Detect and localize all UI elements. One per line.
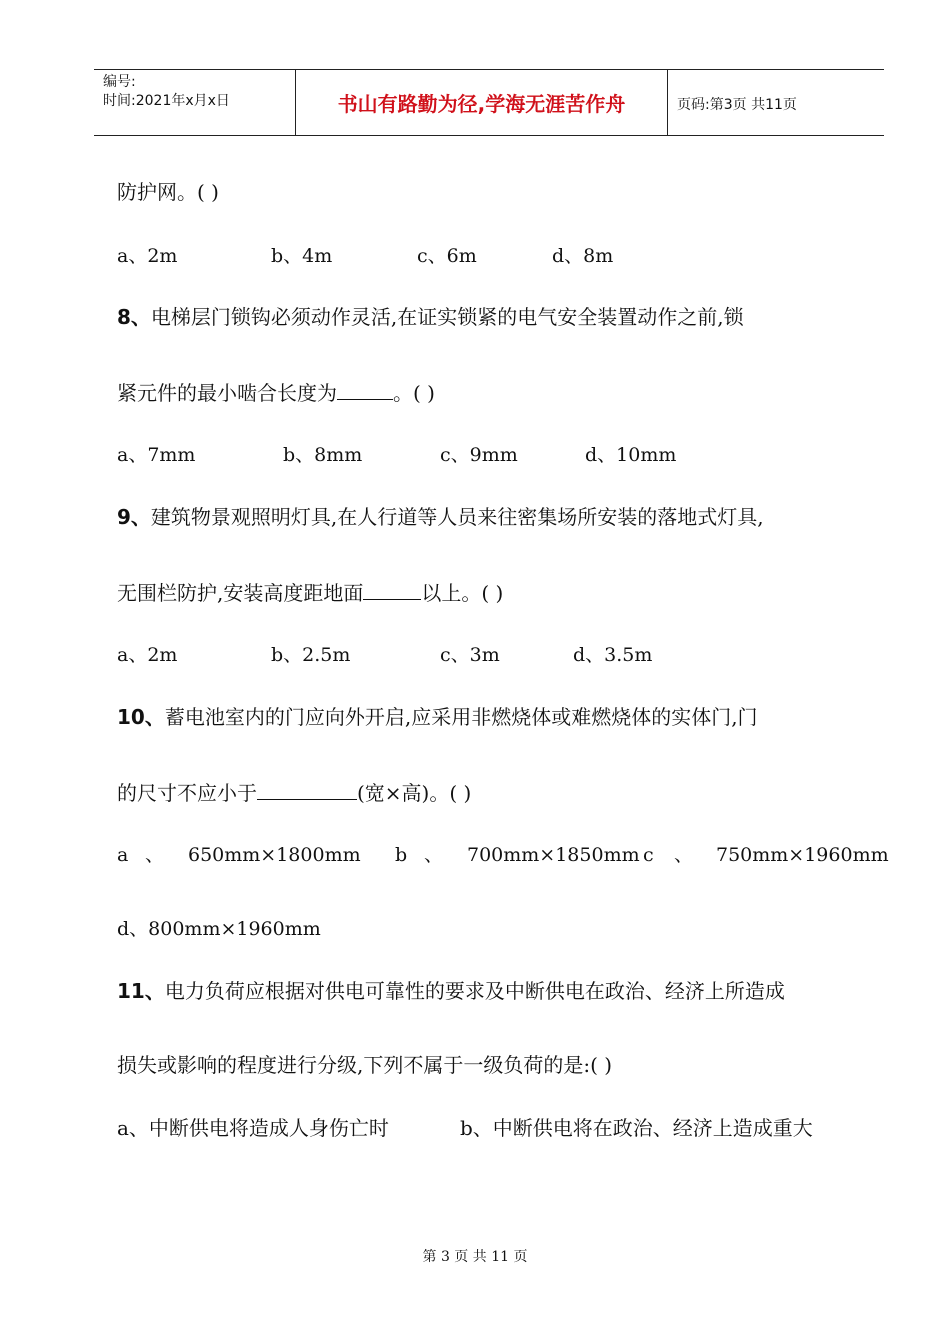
question-11-line-1 [117,979,785,1003]
q7-option-d: d、8m [552,245,614,267]
header-motto: 书山有路勤为径,学海无涯苦作舟 [337,92,626,116]
question-10-text-2a: 的尺寸不应小于 [117,781,257,805]
q11-option-b: b、中断供电将在政治、经济上造成重大 [460,1116,813,1140]
q8-option-c: c、9mm [440,444,518,466]
question-8-line-1 [117,305,744,329]
q10-option-b-value: 700mm×1850mm [467,844,640,866]
question-10-line-1 [117,705,758,729]
question-9-text-2a: 无围栏防护,安装高度距地面 [117,581,364,605]
answer-blank [363,579,421,600]
question-7-tail: 防护网。( ) [117,180,219,204]
q8-option-a: a、7mm [117,444,196,466]
question-8-text: 电梯层门锁钩必须动作灵活,在证实锁紧的电气安全装置动作之前,锁 [150,305,744,329]
q7-option-a: a、2m [117,245,178,267]
question-8-text-2a: 紧元件的最小啮合长度为 [117,381,337,405]
q10-option-b-sep: 、 [424,844,444,866]
header-time-label: 时间:2021年x月x日 [103,93,230,109]
q9-option-a: a、2m [117,644,178,666]
q10-option-c-value: 750mm×1960mm [716,844,889,866]
q7-option-b: b、4m [271,245,333,267]
question-10-number: 10、 [117,705,165,729]
q9-option-b: b、2.5m [271,644,351,666]
q10-option-c-sep: 、 [674,844,694,866]
question-9-number: 9、 [117,505,151,529]
q10-option-b-letter: b [395,844,408,866]
q10-option-c-letter: c [643,844,654,866]
header-divider-right [667,69,668,136]
answer-blank [337,379,393,400]
question-11-text: 电力负荷应根据对供电可靠性的要求及中断供电在政治、经济上所造成 [164,979,785,1003]
question-8-text-2b: 。( ) [393,381,435,405]
q10-option-a-sep: 、 [145,844,165,866]
q9-option-d: d、3.5m [573,644,653,666]
question-8-line-2 [117,379,435,405]
q10-option-d: d、800mm×1960mm [117,918,321,940]
q10-option-a-letter: a [117,844,129,866]
answer-blank [257,779,357,800]
question-9-line-1 [117,505,764,529]
header-bottom-rule [94,135,884,136]
question-10-line-2 [117,779,471,805]
header-top-rule [94,69,884,70]
question-9-text: 建筑物景观照明灯具,在人行道等人员来往密集场所安装的落地式灯具, [150,505,764,529]
question-9-line-2 [117,579,503,605]
question-11-line-2: 损失或影响的程度进行分级,下列不属于一级负荷的是:( ) [117,1053,613,1077]
q10-option-a-value: 650mm×1800mm [188,844,361,866]
page-footer: 第 3 页 共 11 页 [422,1249,528,1265]
question-8-number: 8、 [117,305,151,329]
q8-option-d: d、10mm [585,444,677,466]
q9-option-c: c、3m [440,644,500,666]
question-9-text-2b: 以上。( ) [421,581,504,605]
q8-option-b: b、8mm [283,444,363,466]
header-page-info: 页码:第3页 共11页 [677,97,797,113]
question-11-number: 11、 [117,979,165,1003]
header-code-label: 编号: [103,74,136,90]
q7-option-c: c、6m [417,245,477,267]
q11-option-a: a、中断供电将造成人身伤亡时 [117,1116,389,1140]
question-10-text: 蓄电池室内的门应向外开启,应采用非燃烧体或难燃烧体的实体门,门 [164,705,758,729]
question-10-text-2b: (宽×高)。( ) [357,781,472,805]
